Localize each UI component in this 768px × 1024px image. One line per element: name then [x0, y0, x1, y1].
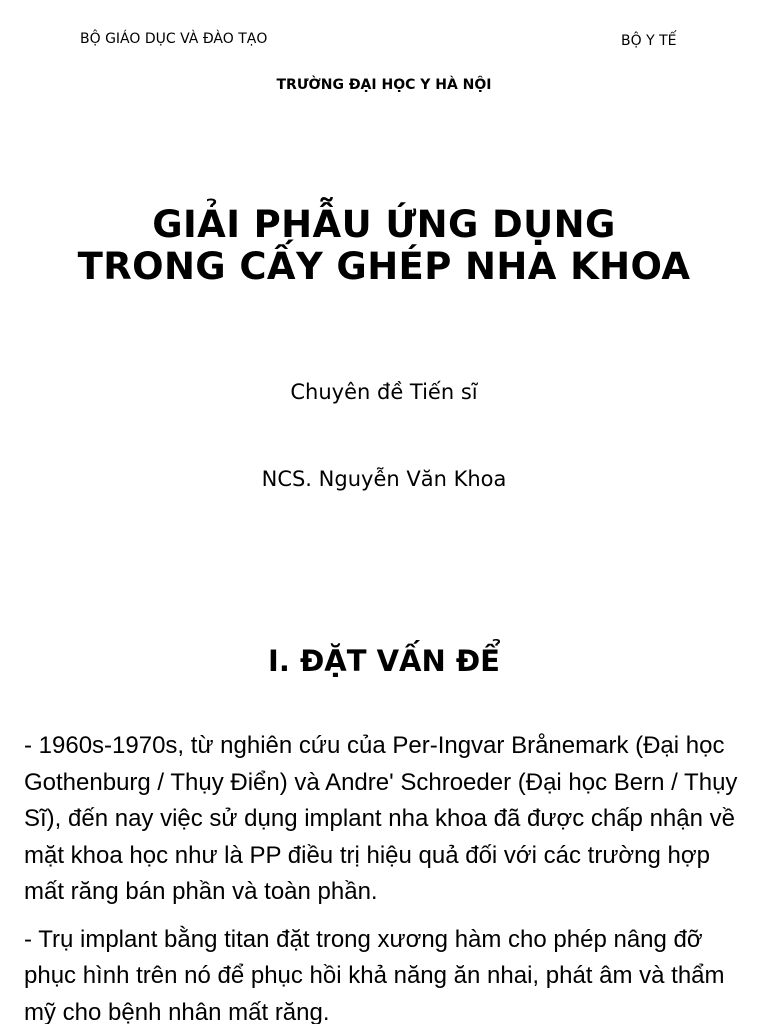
section-heading: I. ĐẶT VẤN ĐỂ: [268, 644, 500, 678]
section-body: [24, 728, 754, 1024]
ministry-education-label: BỘ GIÁO DỤC VÀ ĐÀO TẠO: [80, 31, 268, 47]
author-name: NCS. Nguyễn Văn Khoa: [261, 467, 507, 491]
title-line-2: TRONG CẤY GHÉP NHA KHOA: [77, 245, 691, 288]
title-line-1: GIẢI PHẪU ỨNG DỤNG: [152, 203, 616, 246]
paragraph: - 1960s-1970s, từ nghiên cứu của Per-Ingvar Brånemark (Đại học Gothenburg / Thụy Điển) và Andre' Schroeder (Đại học Bern / Thụy Sĩ), đến nay việc sử dụng implant nha khoa đã được chấp nhận về mặt khoa học như là PP điều trị hiệu quả đối với các trường hợp mất răng bán phần và toàn phần.: [24, 732, 738, 905]
university-name: TRƯỜNG ĐẠI HỌC Y HÀ NỘI: [276, 77, 492, 93]
document-title: [0, 204, 768, 288]
ministry-health-label: BỘ Y TẾ: [621, 33, 677, 49]
document-subtitle: Chuyên đề Tiến sĩ: [290, 380, 478, 404]
paragraph: - Trụ implant bằng titan đặt trong xương hàm cho phép nâng đỡ phục hình trên nó để phục hồi khả năng ăn nhai, phát âm và thẩm mỹ cho bệnh nhân mất răng.: [24, 925, 725, 1024]
